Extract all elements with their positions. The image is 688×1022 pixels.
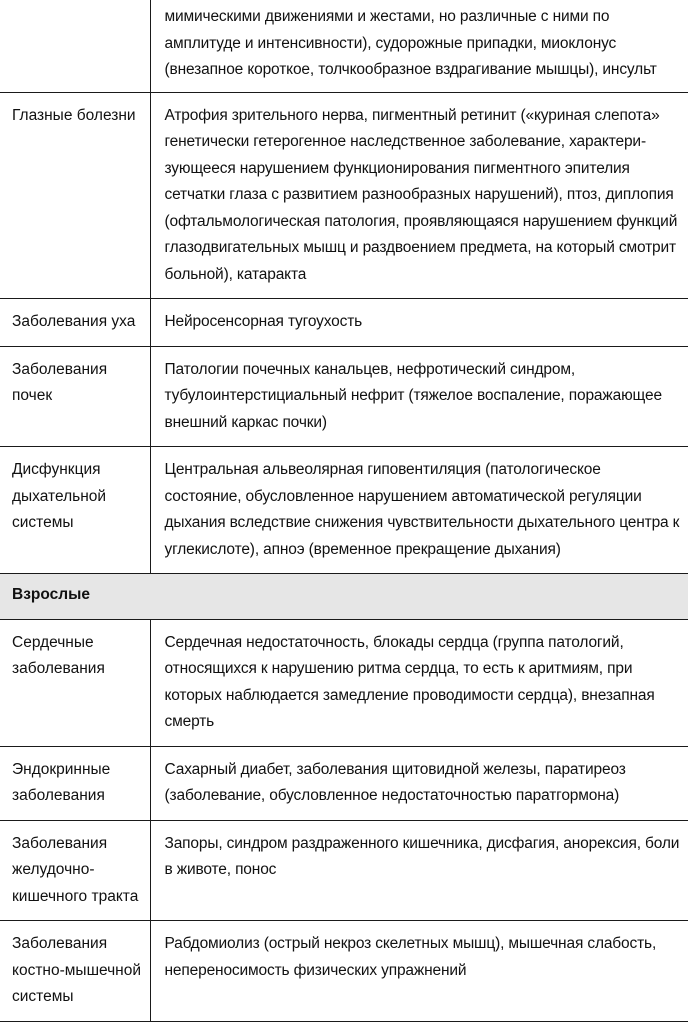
table-row	[0, 746, 688, 820]
description-cell: Рабдомиолиз (острый некроз скелетных мышц), мышечная слабость, непереносимость физических упражнений	[150, 921, 688, 1022]
category-cell: Дисфункция дыхательной системы	[0, 447, 150, 574]
category-cell: Эндокринные заболевания	[0, 746, 150, 820]
category-cell: Заболевания уха	[0, 299, 150, 347]
table-row	[0, 619, 688, 746]
description-cell: Запоры, синдром раздраженного кишечника, дисфагия, анорексия, боли в животе, понос	[150, 820, 688, 921]
table-row	[0, 0, 688, 92]
description-cell: Патологии почечных канальцев, нефротический синдром, тубулоинтерстициальный нефрит (тяжелое воспаление, поражающее внешний каркас почки)	[150, 346, 688, 447]
category-cell: Глазные болезни	[0, 92, 150, 299]
category-cell: Заболевания желудочно-кишечного тракта	[0, 820, 150, 921]
section-title: Взрослые	[0, 574, 688, 620]
category-cell: Заболевания костно-мышечной системы	[0, 921, 150, 1022]
category-cell: Сердечные заболевания	[0, 619, 150, 746]
description-cell: Атрофия зрительного нерва, пигментный ретинит («куриная слепота» генетически гетерогенное наследственное заболевание, характери-зующееся нарушением функционирования пигментного эпителия сетчатки глаза с развитием разнообразных нарушений), птоз, диплопия (офтальмологическая патология, проявляющаяся нарушением функций глазодвигательных мышц и раздвоением предмета, на который смотрит больной), катаракта	[150, 92, 688, 299]
table-row	[0, 346, 688, 447]
category-cell	[0, 0, 150, 92]
category-cell: Заболевания почек	[0, 346, 150, 447]
table-row	[0, 820, 688, 921]
section-header-row	[0, 574, 688, 620]
table-row	[0, 299, 688, 347]
description-cell: Центральная альвеолярная гиповентиляция (патологическое состояние, обусловленное нарушением автоматической регуляции дыхания вследствие снижения чувствительности дыхательного центра к углекислоте), апноэ (временное прекращение дыхания)	[150, 447, 688, 574]
description-cell: Нейросенсорная тугоухость	[150, 299, 688, 347]
table-row	[0, 447, 688, 574]
description-cell: Сердечная недостаточность, блокады сердца (группа патологий, относящихся к нарушению ритма сердца, то есть к аритмиям, при которых наблюдается замедление проводимости сердца), внезапная смерть	[150, 619, 688, 746]
description-cell: мимическими движениями и жестами, но различные с ними по амплитуде и интенсивности), судорожные припадки, миоклонус (внезапное короткое, толчкообразное вздрагивание мышцы), инсульт	[150, 0, 688, 92]
table-row	[0, 921, 688, 1022]
table-row	[0, 92, 688, 299]
description-cell: Сахарный диабет, заболевания щитовидной железы, паратиреоз (заболевание, обусловленное недостаточностью паратгормона)	[150, 746, 688, 820]
